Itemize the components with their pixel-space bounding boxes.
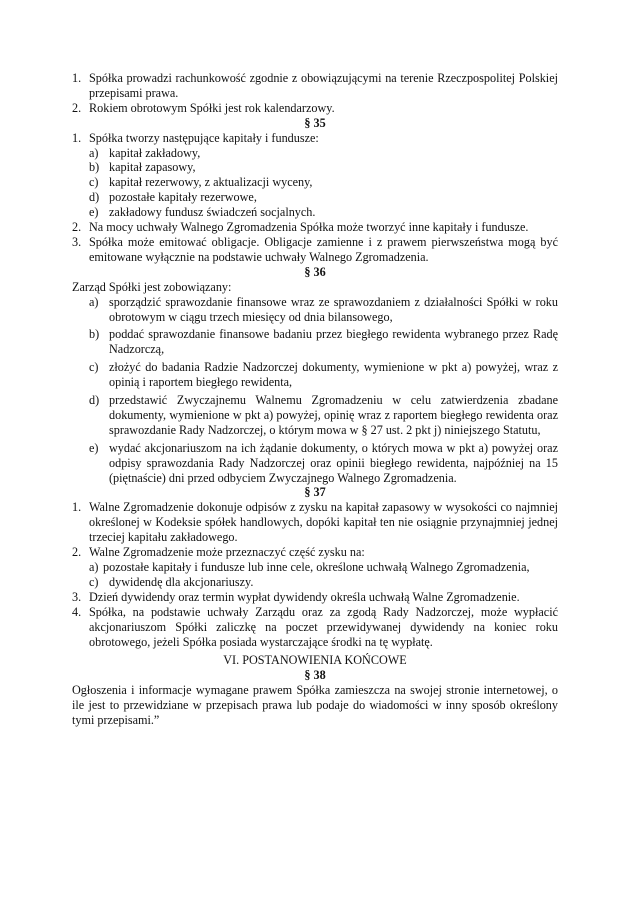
sub-text: wydać akcjonariuszom na ich żądanie dokumenty, o których mowa w pkt a) powyżej oraz odpisy sprawozdania Rady Nadzorczej oraz opinii biegłego rewidenta, najpóźniej na 15 (piętnaście) dni przed odbyciem Zwyczajnego Walnego Zgromadzenia. xyxy=(109,440,558,485)
sub-text: dywidendę dla akcjonariuszy. xyxy=(109,574,254,589)
document-page xyxy=(72,71,558,728)
item-number: 2. xyxy=(72,220,82,235)
item-text: Walne Zgromadzenie może przeznaczyć część zysku na: xyxy=(89,545,365,560)
list-item xyxy=(72,235,558,265)
sub-item xyxy=(89,360,558,390)
sub-letter: c) xyxy=(89,574,99,589)
sub-item xyxy=(89,295,558,325)
item-text: Na mocy uchwały Walnego Zgromadzenia Spółka może tworzyć inne kapitały i fundusze. xyxy=(89,220,529,235)
sub-letter: c) xyxy=(89,360,99,375)
sub-text: kapitał rezerwowy, z aktualizacji wyceny, xyxy=(109,175,313,190)
item-text: Spółka prowadzi rachunkowość zgodnie z obowiązującymi na terenie Rzeczpospolitej Polskiej przepisami prawa. xyxy=(89,71,558,100)
sub-item xyxy=(89,575,558,590)
section-heading-38: § 38 xyxy=(304,668,326,683)
list-item xyxy=(72,500,558,545)
sub-letter: b) xyxy=(89,160,100,175)
item-text: Spółka, na podstawie uchwały Zarządu oraz za zgodą Rady Nadzorczej, może wypłacić akcjonariuszom Spółki zaliczkę na poczet przewidywanej dywidendy na koniec roku obrotowego, jeżeli Spółka posiada wystarczające środki na tę wypłatę. xyxy=(89,604,558,649)
sub-letter: d) xyxy=(89,190,100,205)
list-item xyxy=(72,101,558,116)
sub-text: kapitał zapasowy, xyxy=(109,160,196,175)
sub-text: pozostałe kapitały rezerwowe, xyxy=(109,190,257,205)
sub-letter: a) xyxy=(89,560,99,574)
sub-text: złożyć do badania Radzie Nadzorczej dokumenty, wymienione w pkt a) powyżej, wraz z opinią i raportem biegłego rewidenta, xyxy=(109,360,558,390)
item-text: Walne Zgromadzenie dokonuje odpisów z zysku na kapitał zapasowy w wysokości co najmniej określonej w Kodeksie spółek handlowych, dopóki kapitał ten nie osiągnie przynajmniej jednej trzeciej kapitału zakładowego. xyxy=(89,500,558,545)
sub-letter: d) xyxy=(89,393,100,408)
sub-item xyxy=(89,441,558,486)
sub-item xyxy=(89,146,558,161)
section-heading-37: § 37 xyxy=(304,485,326,500)
sub-text: kapitał zakładowy, xyxy=(109,145,201,160)
item-number: 1. xyxy=(72,500,82,515)
item-text: Spółka tworzy następujące kapitały i fundusze: xyxy=(89,130,319,145)
item-text: Dzień dywidendy oraz termin wypłat dywidendy określa uchwałą Walne Zgromadzenie. xyxy=(89,589,520,604)
sub-letter: e) xyxy=(89,440,99,455)
sub-text: przedstawić Zwyczajnemu Walnemu Zgromadzeniu w celu zatwierdzenia zbadane dokumenty, wymienione w pkt a) powyżej, opinię wraz z raportem biegłego rewidenta oraz sprawozdanie Rady Nadzorczej, o którym mowa w § 27 ust. 2 pkt j) niniejszego Statutu, xyxy=(109,393,558,437)
sub-letter: e) xyxy=(89,205,99,220)
sub-item xyxy=(89,560,558,575)
list-item xyxy=(72,131,558,146)
sub-item xyxy=(89,190,558,205)
list-item xyxy=(72,605,558,650)
list-item xyxy=(72,545,558,560)
sub-letter: a) xyxy=(89,294,99,309)
sub-text: sporządzić sprawozdanie finansowe wraz ze sprawozdaniem z działalności Spółki w roku obrotowym w ciągu trzech miesięcy od dnia bilansowego, xyxy=(109,294,558,324)
sub-text: zakładowy fundusz świadczeń socjalnych. xyxy=(109,205,316,220)
section-heading-35: § 35 xyxy=(304,115,326,130)
item-number: 3. xyxy=(72,589,82,604)
chapter-heading: VI. POSTANOWIENIA KOŃCOWE xyxy=(223,653,407,668)
item-number: 2. xyxy=(72,100,82,115)
item-text: Spółka może emitować obligacje. Obligacje zamienne i z prawem pierwszeństwa mogą być emitowane wyłącznie na podstawie uchwały Walnego Zgromadzenia. xyxy=(89,234,558,264)
sub-text: poddać sprawozdanie finansowe badaniu przez biegłego rewidenta wybranego przez Radę Nadzorczą, xyxy=(109,327,558,357)
item-number: 1. xyxy=(72,130,82,145)
item-number: 4. xyxy=(72,604,82,619)
list-item xyxy=(72,71,558,101)
sub-item xyxy=(89,393,558,438)
section-text: Ogłoszenia i informacje wymagane prawem Spółka zamieszcza na swojej stronie internetowej, o ile jest to przewidziane w przepisach prawa lub podaje do wiadomości w inny sposób określony tymi przepisami.” xyxy=(72,683,558,728)
sub-letter: a) xyxy=(89,145,99,160)
sub-letter: b) xyxy=(89,327,100,342)
sub-item xyxy=(89,160,558,175)
sub-text: pozostałe kapitały i fundusze lub inne cele, określone uchwałą Walnego Zgromadzenia, xyxy=(103,560,530,574)
sub-item xyxy=(89,327,558,357)
sub-item xyxy=(89,175,558,190)
item-number: 3. xyxy=(72,234,82,249)
section-intro: Zarząd Spółki jest zobowiązany: xyxy=(72,279,232,294)
sub-item xyxy=(89,205,558,220)
item-number: 1. xyxy=(72,71,82,85)
item-number: 2. xyxy=(72,545,82,560)
section-heading-36: § 36 xyxy=(304,264,326,279)
list-item xyxy=(72,590,558,605)
list-item xyxy=(72,220,558,235)
sub-letter: c) xyxy=(89,175,99,190)
item-text: Rokiem obrotowym Spółki jest rok kalendarzowy. xyxy=(89,100,335,115)
